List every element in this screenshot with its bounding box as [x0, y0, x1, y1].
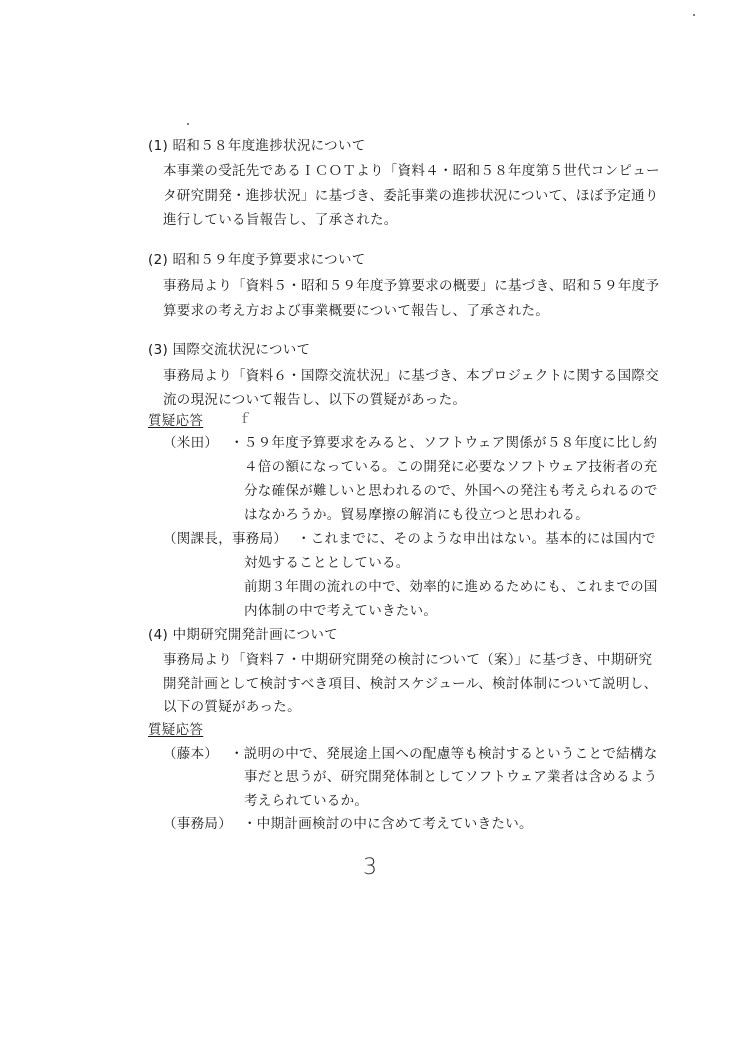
section-4-question-line: 考えられているか。	[244, 793, 369, 809]
section-3-answer-speaker: （関課長，事務局）	[163, 531, 288, 547]
section-3-answer-line: 内体制の中で考えていきたい。	[244, 603, 438, 619]
section-2-heading: (2) 昭和５９年度予算要求について	[148, 252, 366, 268]
section-4-answer-speaker: （事務局）	[163, 816, 232, 832]
section-4-line: 事務局より「資料７・中期研究開発の検討について（案）」に基づき、中期研究	[163, 652, 653, 668]
section-3-question-speaker: （米田）	[163, 435, 219, 451]
section-3-answer-line: 対処することとしている。	[244, 555, 410, 571]
section-4-line: 開発計画として検討すべき項目、検討スケジュール、検討体制について説明し、	[163, 676, 658, 692]
section-4-question-line: 事だと思うが、研究開発体制としてソフトウェア業者は含めるよう	[244, 769, 658, 785]
section-3-question-line: はなかろうか。貿易摩擦の解消にも役立つと思われる。	[244, 507, 589, 523]
section-3-question-line: 分な確保が難しいと思われるので、外国への発注も考えられるので	[244, 483, 658, 499]
section-4-answer-line: ・中期計画検討の中に含めて考えていきたい。	[243, 816, 533, 832]
section-1-line: 本事業の受託先であるＩＣＯＴより「資料４・昭和５８年度第５世代コンピュー	[163, 163, 660, 179]
section-1-line: タ研究開発・進捗状況」に基づき、委託事業の進捗状況について、ほぼ予定通り	[163, 188, 659, 204]
section-4-qa-label: 質疑応答	[148, 722, 204, 738]
section-3-question-line: ４倍の額になっている。この開発に必要なソフトウェア技術者の充	[244, 459, 658, 475]
section-1-line: 進行している旨報告し、了承された。	[163, 212, 398, 228]
scan-speck	[693, 14, 695, 16]
section-4-heading: (4) 中期研究開発計画について	[148, 627, 338, 643]
section-3-answer-line: 前期３年間の流れの中で、効率的に進めるためにも、これまでの国	[244, 579, 658, 595]
section-4-question-line: ・説明の中で、発展途上国への配慮等も検討するということで結構な	[230, 746, 658, 762]
section-3-qa-mark: ｆ	[238, 411, 252, 427]
section-1-heading: (1) 昭和５８年度進捗状況について	[148, 138, 366, 154]
section-3-line: 事務局より「資料６・国際交流状況」に基づき、本プロジェクトに関する国際交	[163, 368, 659, 384]
section-4-question-speaker: （藤本）	[163, 746, 219, 762]
section-3-heading: (3) 国際交流状況について	[148, 342, 311, 358]
section-3-question-line: ・５９年度予算要求をみると、ソフトウェア関係が５８年度に比し約	[230, 435, 658, 451]
section-2-line: 算要求の考え方および事業概要について報告し、了承された。	[163, 303, 550, 319]
section-3-answer-line: ・これまでに、そのような申出はない。基本的には国内で	[297, 531, 656, 547]
scan-speck	[187, 123, 189, 125]
section-3-qa-label: 質疑応答	[148, 413, 204, 429]
section-3-line: 流の現況について報告し、以下の質疑があった。	[163, 392, 467, 408]
section-4-line: 以下の質疑があった。	[163, 699, 301, 715]
section-2-line: 事務局より「資料５・昭和５９年度予算要求の概要」に基づき、昭和５９年度予	[163, 278, 660, 294]
page-number: 3	[363, 855, 377, 880]
